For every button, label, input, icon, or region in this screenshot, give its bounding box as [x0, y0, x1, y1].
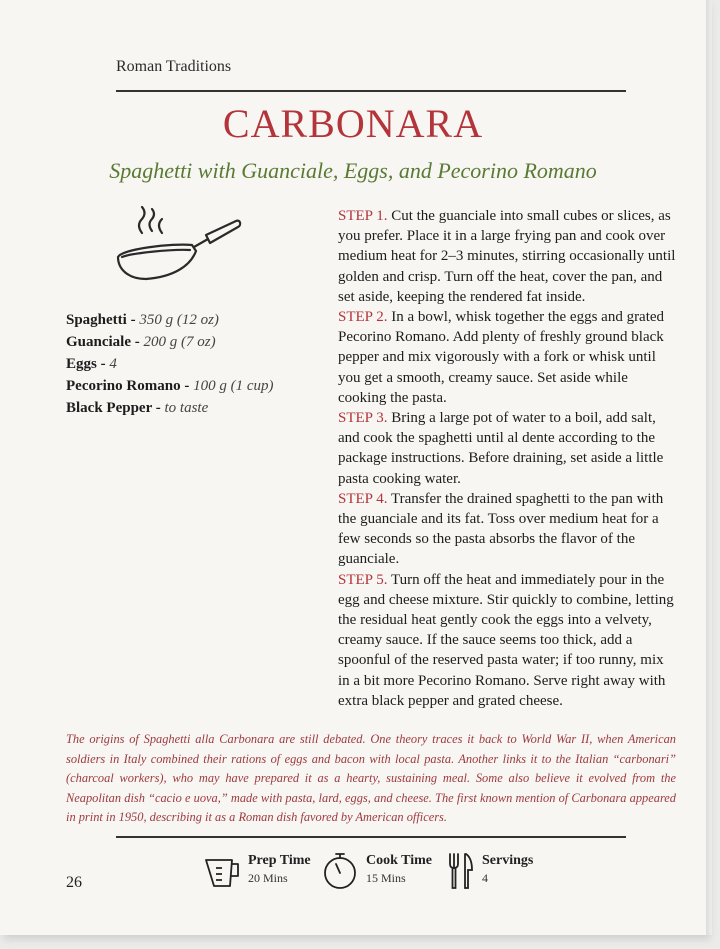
step-label: STEP 5. — [338, 571, 388, 588]
ingredient-name: Pecorino Romano — [66, 378, 181, 394]
cook-time — [322, 852, 432, 892]
frying-pan-icon — [112, 205, 242, 287]
step-label: STEP 4. — [338, 490, 388, 507]
instructions — [338, 206, 678, 711]
recipe-subtitle: Spaghetti with Guanciale, Eggs, and Pecorino Romano — [109, 158, 597, 183]
recipe-title: CARBONARA — [222, 101, 484, 146]
cook-time-label: Cook Time — [366, 853, 432, 868]
ingredient-item — [66, 353, 326, 375]
ingredient-separator: - — [126, 312, 140, 328]
ingredient-item — [66, 397, 326, 419]
step-text: Bring a large pot of water to a boil, add salt, and cook the spaghetti until al dente according to the package instructions. Before draining, set aside a little pasta cooking water. — [338, 410, 664, 487]
step-label: STEP 1. — [338, 208, 388, 224]
ingredient-name: Guanciale — [66, 334, 132, 350]
ingredient-item — [66, 309, 326, 331]
cutlery-icon — [446, 852, 474, 890]
ingredient-name: Eggs — [66, 356, 97, 372]
step-text: Cut the guanciale into small cubes or slices, as you prefer. Place it in a large frying pan and cook over medium heat for 2–3 minutes, stirring occasionally until golden and crisp. Turn off the heat, cover the pan, and set aside, keeping the rendered fat inside. — [338, 208, 676, 305]
ingredient-quantity: 4 — [109, 356, 117, 372]
step-label: STEP 3. — [338, 410, 388, 427]
section-title: Roman Traditions — [116, 58, 232, 75]
ingredient-item — [66, 375, 326, 397]
ingredient-name: Black Pepper — [66, 400, 152, 416]
history-note: The origins of Spaghetti alla Carbonara are still debated. One theory traces it back to World War II, when American soldiers in Italy combined their rations of eggs and bacon with local pasta. Another links it to the Italian “carbonari” (charcoal workers), who may have prepared it as a hearty, sustaining meal. Some also believe it evolved from the Neapolitan dish “cacio e uova,” made with pasta, lard, eggs, and cheese. The first known mention of Carbonara appeared in print in 1950, describing it as a Roman dish favored by American officers. — [66, 732, 676, 824]
ingredient-separator: - — [131, 334, 144, 350]
prep-time-label: Prep Time — [248, 853, 311, 868]
servings-label: Servings — [482, 853, 534, 868]
step-text: Transfer the drained spaghetti to the pan with the guanciale and its fat. Toss over medium heat for a few seconds so the pasta absorbs the flavor of the guanciale. — [338, 490, 664, 568]
timer-icon — [322, 852, 358, 890]
servings-value: 4 — [482, 871, 488, 885]
page-number: 26 — [66, 874, 82, 891]
bottom-divider — [116, 836, 626, 838]
step-label: STEP 2. — [338, 309, 388, 326]
ingredient-item — [66, 331, 326, 353]
ingredient-separator: - — [180, 378, 194, 394]
ingredient-quantity: 200 g (7 oz) — [143, 334, 216, 350]
step-5 — [338, 570, 678, 711]
prep-time-value: 20 Mins — [248, 871, 288, 885]
step-4 — [338, 489, 678, 570]
cook-time-value: 15 Mins — [366, 871, 406, 885]
measuring-cup-icon — [204, 852, 240, 890]
prep-time — [204, 852, 311, 892]
ingredients-list — [66, 309, 326, 419]
ingredient-name: Spaghetti — [66, 312, 127, 328]
step-2 — [338, 307, 678, 408]
ingredient-quantity: 350 g (12 oz) — [139, 312, 219, 328]
servings — [446, 852, 533, 892]
ingredient-quantity: 100 g (1 cup) — [193, 378, 274, 394]
ingredient-quantity: to taste — [164, 400, 209, 416]
step-1 — [338, 206, 678, 307]
step-text: In a bowl, whisk together the eggs and grated Pecorino Romano. Add plenty of freshly ground black pepper and mix vigorously with a fork or whisk until you get a smooth, creamy sauce. Set aside while cooking the pasta. — [338, 309, 665, 406]
ingredient-separator: - — [96, 356, 110, 372]
ingredient-separator: - — [151, 400, 165, 416]
top-divider — [116, 90, 626, 92]
step-text: Turn off the heat and immediately pour in the egg and cheese mixture. Stir quickly to combine, letting the residual heat gently cook the eggs into a velvety, creamy sauce. If the sauce seems too thick, add a spoonful of the reserved pasta water; if too runny, mix in a bit more Pecorino Romano. Serve right away with extra black pepper and grated cheese. — [338, 571, 674, 709]
step-3 — [338, 408, 678, 489]
